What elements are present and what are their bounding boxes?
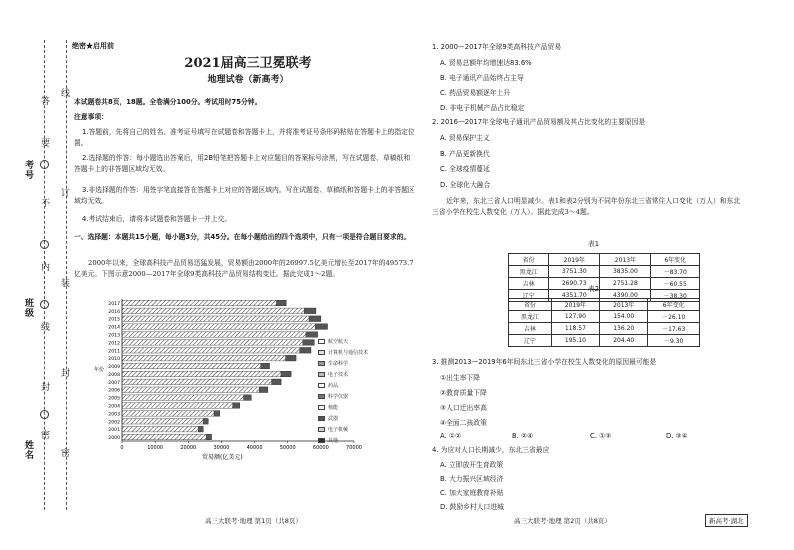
legend-label: 电子机械 — [328, 427, 349, 433]
question-2-option[interactable]: B. 产品更新换代 — [440, 150, 490, 158]
edition-badge: 新高考·湖北 — [705, 514, 748, 527]
left-footer: 高三大联考·地理 第1页（共8页） — [205, 517, 302, 525]
legend-swatch — [318, 383, 325, 388]
chart-bar — [122, 363, 269, 368]
chart-x-tick-label: 0 — [120, 445, 124, 451]
question-2-option[interactable]: A. 贸易保护主义 — [440, 134, 490, 142]
chart-bar — [122, 324, 327, 329]
legend-swatch — [318, 339, 325, 344]
question-3-item: ②教育质量下降 — [440, 389, 487, 397]
mid-word: 要 — [39, 138, 49, 148]
chart-x-tick-label: 40000 — [246, 445, 263, 451]
chart-bar — [122, 348, 311, 353]
chart-ylabel: 年份 — [94, 367, 105, 373]
chart-x-tick-label: 60000 — [312, 445, 329, 451]
seal-word: 密 — [59, 448, 69, 458]
chart-y-tick-label: 2007 — [108, 380, 120, 386]
question-2-option[interactable]: D. 全球化大融合 — [440, 181, 491, 189]
chart-y-tick-label: 2014 — [108, 325, 120, 331]
seal-word: 订 — [59, 188, 69, 198]
legend-label: 电子技术 — [328, 372, 349, 378]
chart-y-tick-label: 2013 — [108, 333, 120, 339]
passage-1: 2000年以来，全球高科技产品贸易迅猛发展，贸易额由2000年的26997.5亿美元增长至2017年的49573.7亿美元。下图示意2000—2017年全球9类高科技产品贸易结构变迁。据此完成1～2题。 — [74, 259, 414, 278]
chart-y-tick-label: 2001 — [108, 428, 120, 434]
chart-bar — [122, 395, 251, 400]
chart-bar-segment — [286, 355, 296, 360]
chart-bar — [122, 434, 211, 439]
chart-bar — [122, 355, 296, 360]
seal-word: 线 — [59, 88, 69, 98]
mid-word: 密 — [39, 430, 49, 440]
mid-word: 答 — [39, 96, 49, 106]
chart-y-tick-label: 2017 — [108, 301, 120, 307]
note-item: 3.非选择题的作答：用签字笔直接答在答题卡上对应的答题区域内。写在试题卷、草稿纸和答题卡上的非答题区域均无效。 — [74, 186, 415, 205]
name-label: 姓名 — [23, 440, 33, 460]
legend-label: 药品 — [328, 383, 339, 389]
table-row: 吉林 118.57 136.20 －17.63 — [509, 323, 700, 335]
chart-bar-segment — [203, 419, 208, 424]
chart-bar — [122, 316, 321, 321]
exam-number-label: 考号 — [23, 160, 33, 180]
chart-y-tick-label: 2002 — [108, 420, 120, 426]
table-2-header: 省份 2019年 2013年 6年变化 — [509, 299, 700, 311]
legend-label: 科学仪器 — [328, 394, 349, 400]
chart-bar — [122, 300, 286, 305]
chart-bar — [122, 332, 318, 337]
seal-word: 装 — [59, 278, 69, 288]
chart-bar-segment — [233, 403, 240, 408]
chart-bar — [122, 387, 268, 392]
legend-label: 其他 — [328, 438, 339, 444]
legend-swatch — [318, 394, 325, 399]
seal-word: 封 — [59, 368, 69, 378]
legend-item — [318, 358, 382, 369]
question-1-option[interactable]: A. 贸易总额年均增速达83.6% — [440, 59, 532, 67]
chart-y-tick-label: 2009 — [108, 365, 120, 371]
mid-word: 线 — [39, 322, 49, 332]
chart-y-tick-label: 2012 — [108, 341, 120, 347]
chart-bar — [122, 419, 208, 424]
chart-y-tick-label: 2016 — [108, 309, 120, 315]
legend-item — [318, 435, 382, 446]
chart-bar — [122, 371, 291, 376]
chart-y-tick-label: 2004 — [108, 404, 120, 410]
chart-y-tick-label: 2006 — [108, 388, 120, 394]
table-row: 黑龙江 127.90 154.00 －26.10 — [509, 311, 700, 323]
note-item: 1.答题前，先将自己的姓名、准考证号填写在试题卷和答题卡上，并将准考证号条形码粘贴在答题卡上的指定位置。 — [74, 128, 415, 147]
chart-bar — [122, 308, 316, 313]
note-item: 2.选择题的作答：每小题选出答案后，用2B铅笔把答题卡上对应题目的答案标号涂黑，写在试题卷、草稿纸和答题卡上的非答题区域均无效。 — [74, 154, 411, 173]
chart-bar-segment — [261, 363, 270, 368]
legend-item — [318, 369, 382, 380]
chart-xlabel: 贸易额(亿美元) — [202, 454, 243, 461]
passage-2: 近年来，东北三省人口明显减少。表1和表2分别为不同年份东北三省常住人口变化（万人）和东北三省小学在校生人数变化（万人）。据此完成3～4题。 — [432, 197, 741, 216]
question-1-stem: 1. 2000—2017年全球9类高科技产品贸易 — [432, 43, 562, 51]
chart-bar-segment — [315, 324, 327, 329]
legend-label: 核能 — [328, 405, 339, 411]
question-2-option[interactable]: C. 全球疫情蔓延 — [440, 165, 490, 173]
confidential-label: 绝密★启用前 — [72, 41, 114, 50]
chart-bar-segment — [206, 434, 211, 439]
chart-bar — [122, 379, 281, 384]
chart-bar-segment — [214, 411, 220, 416]
question-4-option[interactable]: C. 加大家庭教育补贴 — [440, 489, 504, 497]
question-3-item: ①出生率下降 — [440, 374, 481, 382]
mid-word: 内 — [39, 262, 49, 272]
chart-bar-segment — [303, 340, 315, 345]
class-label: 班级 — [23, 298, 33, 318]
chart-y-tick-label: 2008 — [108, 372, 120, 378]
legend-swatch — [318, 405, 325, 410]
chart-bar — [122, 340, 314, 345]
legend-swatch — [318, 427, 325, 432]
question-4-option[interactable]: B. 大力振兴区域经济 — [440, 475, 504, 483]
legend-label: 生命科学 — [328, 361, 349, 367]
table-2 — [508, 298, 700, 347]
chart-bar — [122, 426, 203, 431]
table2-caption: 表2 — [588, 285, 600, 293]
chart-bar-segment — [259, 387, 268, 392]
legend-item — [318, 413, 382, 424]
mid-word: 封 — [39, 382, 49, 392]
chart-y-tick-label: 2003 — [108, 412, 120, 418]
chart-bar-segment — [309, 316, 321, 321]
table-1-header: 省份 2019年 2013年 6年变化 — [509, 254, 700, 266]
question-3-stem: 3. 推测2013—2019年6年间东北三省小学在校生人数变化的原因最可能是 — [432, 358, 657, 366]
chart-bar-segment — [306, 332, 318, 337]
table-row: 黑龙江 3751.30 3835.00 －83.70 — [509, 266, 700, 278]
section-title: 一、选择题：本题共15小题，每小题3分，共45分。在每小题给出的四个选项中，只有一项是符合题目要求的。 — [74, 233, 411, 241]
chart-x-tick-label: 10000 — [147, 445, 164, 451]
binding-hole — [40, 410, 49, 419]
legend-swatch — [318, 350, 325, 355]
legend-item — [318, 380, 382, 391]
binding-hole — [40, 240, 49, 249]
chart-y-tick-label: 2011 — [108, 349, 120, 355]
question-1-option[interactable]: B. 电子通讯产品始终占主导 — [440, 74, 524, 82]
chart-y-tick-label: 2000 — [108, 436, 120, 442]
notes-title: 注意事项： — [74, 113, 108, 121]
question-3-choice[interactable]: A. ①② — [440, 432, 462, 440]
legend-label: 武器 — [328, 416, 339, 422]
mid-word: 不 — [39, 198, 49, 208]
legend-item — [318, 347, 382, 358]
exam-summary: 本试题卷共8页，18题。全卷满分100分。考试用时75分钟。 — [74, 98, 262, 106]
legend-swatch — [318, 438, 325, 443]
legend-label: 航空航天 — [328, 339, 349, 345]
legend-swatch — [318, 372, 325, 377]
chart-bar-segment — [244, 395, 252, 400]
legend-label: 计算机与通信技术 — [328, 350, 369, 356]
chart-x-tick-label: 50000 — [279, 445, 296, 451]
binding-line — [66, 40, 67, 510]
binding-hole — [40, 300, 49, 309]
chart-bar-segment — [276, 300, 286, 305]
exam-subtitle: 地理试卷（新高考） — [207, 75, 289, 85]
table-row: 辽宁 4351.70 4390.00 －38.30 — [509, 290, 700, 302]
chart-bar-segment — [300, 348, 311, 353]
table-row: 辽宁 195.10 204.40 －9.30 — [509, 335, 700, 347]
question-3-item: ③人口迁出率高 — [440, 404, 487, 412]
legend-item — [318, 424, 382, 435]
table-row: 吉林 2690.73 2751.28 －60.55 — [509, 278, 700, 290]
chart-x-tick-label: 30000 — [213, 445, 230, 451]
chart-bar-segment — [272, 379, 282, 384]
question-2-stem: 2. 2016—2017年全球电子通讯产品贸易额及其占比变化的主要原因是 — [432, 118, 646, 126]
chart-bar — [122, 403, 240, 408]
right-footer: 高三大联考·地理 第2页（共8页） — [514, 517, 611, 525]
question-3-choice[interactable]: C. ①③ — [590, 432, 612, 440]
chart-y-tick-label: 2005 — [108, 396, 120, 402]
question-1-option[interactable]: D. 非电子机械产品占比稳定 — [440, 104, 525, 112]
legend-swatch — [318, 361, 325, 366]
question-4-stem: 4. 为应对人口长期减少，东北三省最应 — [432, 446, 550, 454]
table-1 — [508, 253, 700, 302]
table1-caption: 表1 — [588, 240, 600, 248]
chart-x-tick-label: 70000 — [346, 445, 362, 451]
legend-item — [318, 402, 382, 413]
question-1-option[interactable]: C. 药品贸易额逐年上升 — [440, 89, 511, 97]
question-4-option[interactable]: A. 立即放开生育政策 — [440, 461, 504, 469]
question-3-choice[interactable]: D. ③④ — [666, 432, 688, 440]
chart-legend — [318, 336, 382, 446]
question-3-item: ④全面二孩政策 — [440, 419, 487, 427]
chart-y-tick-label: 2015 — [108, 317, 120, 323]
chart-bar-segment — [198, 426, 203, 431]
chart-y-tick-label: 2010 — [108, 357, 120, 363]
legend-item — [318, 391, 382, 402]
chart-bar-segment — [281, 371, 291, 376]
legend-swatch — [318, 416, 325, 421]
question-4-option[interactable]: D. 鼓励乡村人口进城 — [440, 503, 504, 511]
question-3-choice[interactable]: B. ②④ — [512, 432, 534, 440]
chart-bar — [122, 411, 220, 416]
exam-title: 2021届高三卫冕联考 — [184, 56, 312, 71]
binding-hole — [40, 160, 49, 169]
chart-x-tick-label: 20000 — [180, 445, 197, 451]
legend-item — [318, 336, 382, 347]
chart-bar-segment — [304, 308, 316, 313]
note-item: 4.考试结束后，请将本试题卷和答题卡一并上交。 — [82, 215, 232, 223]
